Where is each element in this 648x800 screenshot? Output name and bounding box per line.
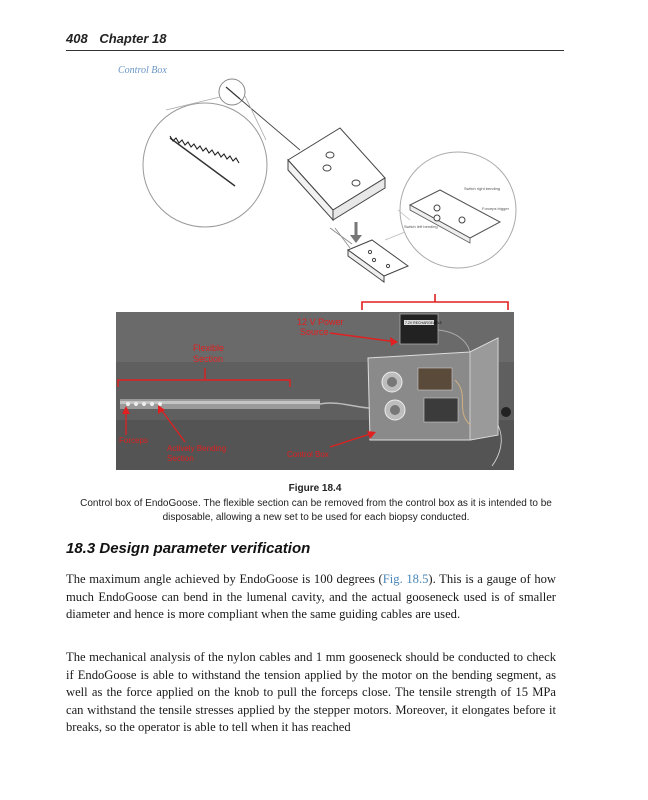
section-title: Design parameter verification: [99, 540, 311, 557]
label-bending-line1: Actively Bending: [167, 444, 227, 453]
label-control-box: Control Box: [287, 450, 329, 459]
label-flexible-line1: Flexible: [193, 343, 225, 353]
figure-caption-text: Control box of EndoGoose. The flexible section can be removed from the control box as it is intended to be disposable, allowing a new set to be used for each biopsy conducted.: [80, 498, 552, 523]
down-arrow: [350, 222, 362, 243]
cable-line: [240, 99, 300, 150]
zoom-circle-tip: [219, 79, 245, 105]
zoom-circle-gooseneck: [143, 103, 267, 227]
label-bending-line2: Section: [167, 454, 194, 463]
zoom-circle-panel: [385, 152, 516, 268]
paragraph-1: [66, 571, 556, 624]
section-heading: [66, 540, 310, 557]
label-power-line1: 12 V Power: [297, 317, 344, 327]
page-number: 408: [66, 31, 88, 46]
control-box-drawing: [288, 128, 385, 220]
label-power-line2: Source: [300, 327, 329, 337]
paragraph-2: The mechanical analysis of the nylon cables and 1 mm gooseneck should be conducted to check if EndoGoose is able to withstand the tension applied by the motor on the bending segment, as well as the force applied on the knob to pull the forceps close. The tensile strength of 15 MPa can withstand the tensile stresses applied by the stepper motors. Moreover, it elongates before it breaks, so the operator is able to tell when it has reached: [66, 650, 556, 735]
small-box-drawing: [348, 240, 408, 282]
battery-label: 7.2V RECHARGEABLE: [405, 321, 442, 325]
paragraph-1-end: ). This is a gauge of how much EndoGoose can bend in the lumenal cavity, and the actual gooseneck used is of smaller diameter and hence is more compliant when the same guiding cables are used.: [66, 572, 557, 622]
label-forceps-trigger: Forceps trigger: [482, 206, 509, 211]
chapter-label: Chapter 18: [99, 31, 167, 46]
label-forceps: Forceps: [119, 436, 148, 445]
drawing-title: Control Box: [118, 65, 167, 76]
label-switch-right: Switch right bending: [464, 186, 501, 191]
figure-link[interactable]: Fig. 18.5: [382, 572, 429, 586]
figure-caption-title: Figure 18.4: [288, 483, 342, 494]
bracket-control-box: [362, 294, 508, 310]
label-switch-left: Switch left bending: [404, 224, 438, 229]
paragraph-1-start: The maximum angle achieved by EndoGoose is 100 degrees (: [66, 572, 383, 586]
label-flexible-line2: Section: [193, 354, 224, 364]
section-number: 18.3: [66, 540, 96, 557]
